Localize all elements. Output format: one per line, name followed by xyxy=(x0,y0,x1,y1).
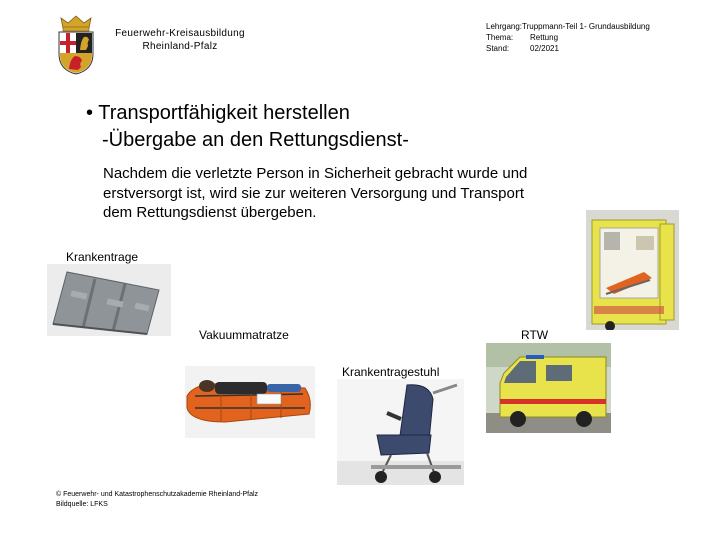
organization-line-1: Feuerwehr-Kreisausbildung xyxy=(115,28,245,39)
carry-chair-photo xyxy=(337,379,464,485)
body-line-1: Nachdem die verletzte Person in Sicherheit gebracht wurde und xyxy=(103,165,528,182)
label-krankentragestuhl: Krankentragestuhl xyxy=(342,365,440,379)
label-krankentrage: Krankentrage xyxy=(66,250,139,264)
stretcher-photo xyxy=(47,264,171,336)
vacuum-mattress-photo xyxy=(185,366,315,438)
image-source-text: Bildquelle: LFKS xyxy=(56,501,108,508)
copyright-text: © Feuerwehr- und Katastrophenschutzakademie Rheinland-Pfalz xyxy=(56,491,259,498)
meta-key: Lehrgang: xyxy=(486,22,523,31)
meta-value: 02/2021 xyxy=(530,44,559,53)
footer xyxy=(56,490,258,510)
slide-title xyxy=(86,100,409,154)
rtw-vehicle-photo xyxy=(486,343,611,433)
ambulance-interior-photo xyxy=(586,210,679,330)
organization-line-2: Rheinland-Pfalz xyxy=(142,41,218,52)
title-line-1: Transportfähigkeit herstellen xyxy=(98,102,350,124)
coat-of-arms-logo xyxy=(51,14,101,76)
meta-row-lehrgang xyxy=(486,21,650,32)
meta-key: Thema: xyxy=(486,33,514,42)
body-paragraph xyxy=(103,164,603,223)
bullet: • xyxy=(86,102,94,124)
organization-name xyxy=(100,27,260,53)
meta-row-thema xyxy=(486,32,650,43)
body-line-3: dem Rettungsdienst übergeben. xyxy=(103,204,317,221)
label-rtw: RTW xyxy=(521,328,549,342)
title-line-2: -Übergabe an den Rettungsdienst- xyxy=(102,129,409,151)
course-meta xyxy=(486,21,650,54)
meta-value: Truppmann-Teil 1- Grundausbildung xyxy=(522,22,650,31)
meta-value: Rettung xyxy=(530,33,559,42)
meta-row-stand xyxy=(486,43,650,54)
label-vakuummatratze: Vakuummatratze xyxy=(199,328,289,342)
body-line-2: erstversorgt ist, wird sie zur weiteren Versorgung und Transport xyxy=(103,184,525,202)
meta-key: Stand: xyxy=(486,44,510,53)
